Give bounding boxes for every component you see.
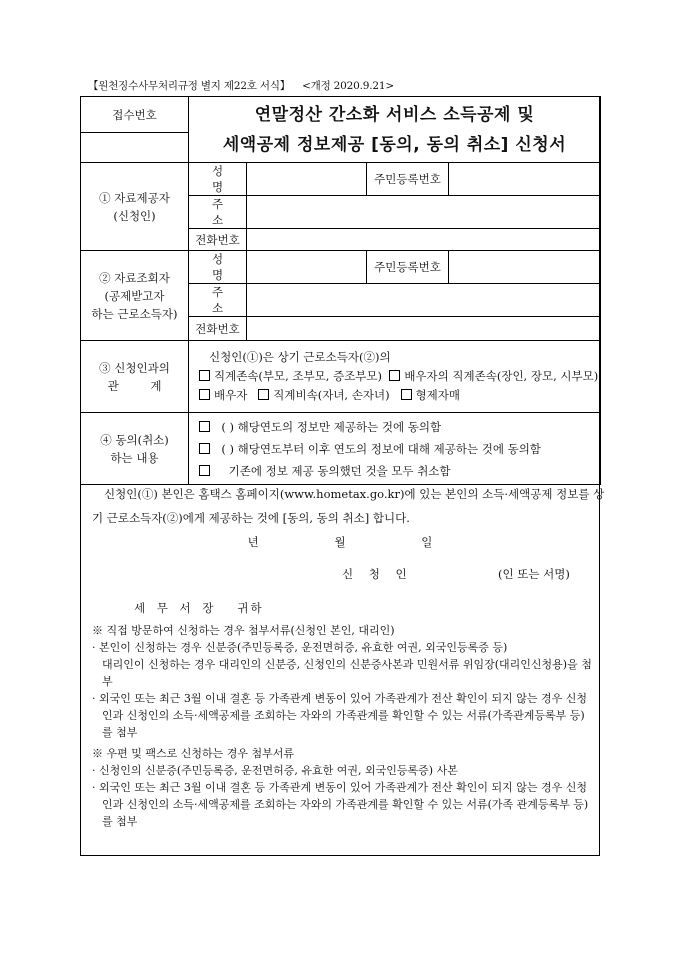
form-title-line1: 연말정산 간소화 서비스 소득공제 및 <box>254 104 535 125</box>
date-line <box>80 534 600 550</box>
regulation-reference: 【원천징수사무처리규정 별지 제22호 서식】 <box>88 80 291 92</box>
visit-note-item: · 외국인 또는 최근 3월 이내 결혼 등 가족관계 변동이 있어 가족관계가 전산 확인이 되지 않는 경우 신청인과 신청인의 소득·세액공제를 조회하는 자와의 가족관계를 확인할 수 있는 서류(가족관계등록부 등)를 첨부 <box>92 692 587 739</box>
viewer-label-line3: 하는 근로소득자) <box>91 306 178 321</box>
viewer-address-label: 주 소 <box>189 284 247 317</box>
relation-content <box>189 341 601 413</box>
relation-checkbox-descendant[interactable] <box>258 389 269 400</box>
viewer-phone-label: 전화번호 <box>189 317 247 341</box>
provider-phone-label: 전화번호 <box>189 229 247 251</box>
relation-option-spouse-ascendant: 배우자의 직계존속(장인, 장모, 시부모) <box>404 369 599 383</box>
mail-note-item: · 신청인의 신분증(주민등록증, 운전면허증, 유효한 여권, 외국인등록증) 사본 <box>92 764 458 777</box>
consent-checkbox-future-years[interactable] <box>199 443 210 454</box>
tax-office-label: 세 무 서 장 <box>134 601 218 615</box>
relation-option-spouse: 배우자 <box>214 388 248 402</box>
signature-label: (인 또는 서명) <box>498 567 570 581</box>
addressee-suffix: 귀하 <box>237 601 264 615</box>
consent-option-row2 <box>199 438 600 460</box>
viewer-rrn-label: 주민등록번호 <box>367 251 449 284</box>
date-year: 년 <box>247 535 259 549</box>
viewer-phone-field[interactable] <box>247 317 601 341</box>
consent-label-line1: ④ 동의(취소) <box>100 432 169 447</box>
viewer-label-line1: ② 자료조회자 <box>99 270 170 285</box>
provider-name-label: 성 명 <box>189 163 247 196</box>
consent-content <box>189 413 601 485</box>
mail-notes-heading: ※ 우편 및 팩스로 신청하는 경우 첨부서류 <box>92 747 294 760</box>
viewer-rrn-field[interactable] <box>449 251 601 284</box>
tax-office-line <box>134 600 264 616</box>
provider-address-label: 주 소 <box>189 196 247 229</box>
relation-label-line2: 관 계 <box>107 378 176 393</box>
relation-checkbox-sibling[interactable] <box>401 389 412 400</box>
visit-note-item: 대리인이 신청하는 경우 대리인의 신분증, 신청인의 신분증사본과 민원서류 위임장(대리인신청용)을 첨부 <box>102 658 592 688</box>
relation-option-descendant: 직계비속(자녀, 손자녀) <box>273 388 390 402</box>
relation-options-row2 <box>199 386 600 405</box>
relation-checkbox-spouse-ascendant[interactable] <box>389 370 400 381</box>
provider-label-line2: (신청인) <box>113 208 156 223</box>
viewer-name-field[interactable] <box>247 251 367 284</box>
consent-checkbox-cancel[interactable] <box>199 465 210 476</box>
consent-option-row1 <box>199 416 600 438</box>
visit-note-item: · 본인이 신청하는 경우 신분증(주민등록증, 운전면허증, 유효한 여권, 외국인등록증 등) <box>92 641 508 654</box>
form-header <box>88 78 394 93</box>
provider-address-field[interactable] <box>247 196 601 229</box>
provider-name-field[interactable] <box>247 163 367 196</box>
consent-statement: 신청인(①) 본인은 홈택스 홈페이지(www.hometax.go.kr)에 있는 본인의 소득·세액공제 정보를 상기 근로소득자(②)에게 제공하는 것에 [동의, 동의 취소] 합니다. <box>92 487 605 525</box>
consent-option-this-year: ( ) 해당연도의 정보만 제공하는 것에 동의함 <box>221 419 442 434</box>
date-month: 월 <box>334 535 346 549</box>
relation-label-line1: ③ 신청인과의 <box>99 360 170 375</box>
viewer-name-label: 성 명 <box>189 251 247 284</box>
form-title <box>189 97 601 163</box>
form-title-line2: 세액공제 정보제공 [동의, 동의 취소] 신청서 <box>222 134 567 155</box>
relation-section-label <box>81 341 189 413</box>
consent-label-line2: 하는 내용 <box>110 450 159 465</box>
consent-option-row3 <box>199 460 600 482</box>
consent-option-future-years: ( ) 해당연도부터 이후 연도의 정보에 대해 제공하는 것에 동의함 <box>221 441 541 456</box>
provider-rrn-field[interactable] <box>449 163 601 196</box>
consent-checkbox-this-year[interactable] <box>199 421 210 432</box>
viewer-address-field[interactable] <box>247 284 601 317</box>
visit-notes-heading: ※ 직접 방문하여 신청하는 경우 첨부서류(신청인 본인, 대리인) <box>92 624 395 637</box>
receipt-number-field[interactable] <box>81 133 189 163</box>
consent-section-label <box>81 413 189 485</box>
relation-intro: 신청인(①)은 상기 근로소득자(②)의 <box>209 350 391 364</box>
receipt-number-label: 접수번호 <box>81 97 189 133</box>
mail-note-item: · 외국인 또는 최근 3월 이내 결혼 등 가족관계 변동이 있어 가족관계가 전산 확인이 되지 않는 경우 신청인과 신청인의 소득·세액공제를 조회하는 자와의 가족관계를 확인할 수 있는 서류(가족 관계등록부 등)를 첨부 <box>92 781 589 828</box>
applicant-label: 신 청 인 <box>342 567 413 581</box>
provider-label-line1: ① 자료제공자 <box>99 190 170 205</box>
provider-rrn-label: 주민등록번호 <box>367 163 449 196</box>
viewer-section-label <box>81 251 189 341</box>
relation-options-row1 <box>199 367 600 386</box>
relation-checkbox-spouse[interactable] <box>199 389 210 400</box>
relation-checkbox-lineal-ascendant[interactable] <box>199 370 210 381</box>
attachment-notes <box>92 622 598 830</box>
amendment-date: <개정 2020.9.21> <box>302 80 394 92</box>
consent-option-cancel: 기존에 정보 제공 동의했던 것을 모두 취소함 <box>228 463 451 478</box>
date-day: 일 <box>421 535 433 549</box>
application-form-table <box>80 96 601 485</box>
provider-phone-field[interactable] <box>247 229 601 251</box>
viewer-label-line2: (공제받고자 <box>104 288 165 303</box>
relation-option-sibling: 형제자매 <box>415 388 460 402</box>
provider-section-label <box>81 163 189 251</box>
relation-option-lineal-ascendant: 직계존속(부모, 조부모, 증조부모) <box>214 369 383 383</box>
